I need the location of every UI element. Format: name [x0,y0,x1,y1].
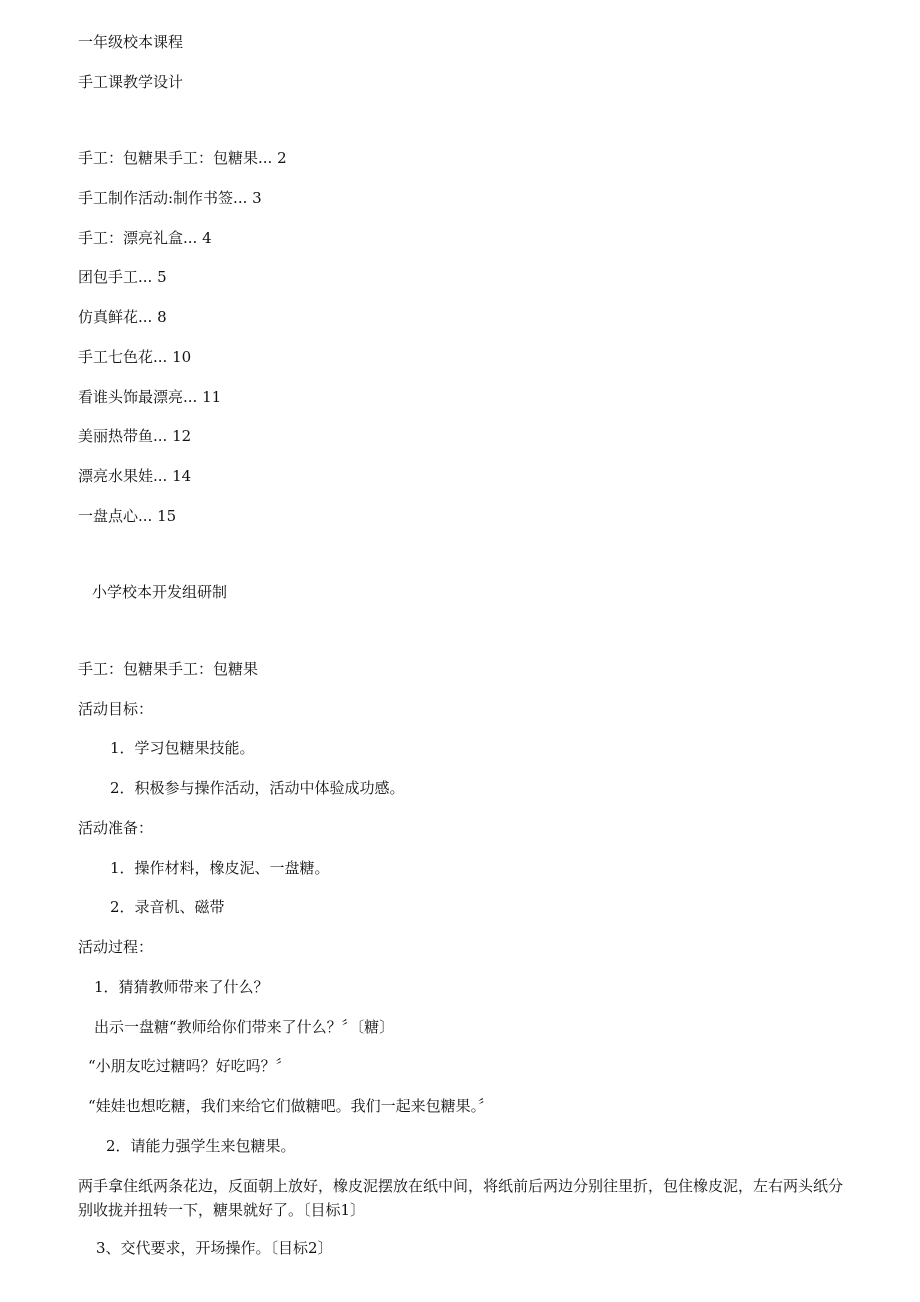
step-1-line: 出示一盘糖“教师给你们带来了什么？〞〔糖〕 [94,1018,395,1036]
toc-item: 手工七色花... 10 [78,348,192,366]
process-heading: 活动过程： [78,938,154,956]
prep-heading: 活动准备： [78,819,154,837]
toc-item: 一盘点心... 15 [78,507,177,525]
step-1-line: “小朋友吃过糖吗？好吃吗？〞 [88,1057,291,1075]
process-step-2: 2．请能力强学生来包糖果。 [106,1137,296,1155]
prep-item: 2．录音机、磁带 [110,898,225,916]
toc-item: 手工：漂亮礼盒... 4 [78,229,212,247]
step-2-instructions: 两手拿住纸两条花边，反面朝上放好，橡皮泥摆放在纸中间，将纸前后两边分别往里折，包住橡皮泥，左右两头纸分别收拢并扭转一下，糖果就好了。〔目标1〕 [78,1177,844,1219]
lesson-title: 手工：包糖果手工：包糖果 [78,660,259,678]
toc-item: 手工制作活动:制作书签... 3 [78,189,262,207]
step-1-line: “娃娃也想吃糖，我们来给它们做糖吧。我们一起来包糖果。〞 [88,1097,494,1115]
toc-item: 美丽热带鱼... 12 [78,427,192,445]
author-credit: 小学校本开发组研制 [92,583,228,601]
process-step-3: 3、交代要求，开场操作。〔目标2〕 [96,1239,333,1257]
course-grade-title: 一年级校本课程 [78,33,184,51]
toc-item: 手工：包糖果手工：包糖果... 2 [78,149,287,167]
course-design-title: 手工课教学设计 [78,73,184,91]
prep-item: 1．操作材料，橡皮泥、一盘糖。 [110,859,330,877]
goals-heading: 活动目标： [78,700,154,718]
process-step-1: 1．猜猜教师带来了什么？ [94,978,269,996]
toc-item: 漂亮水果娃... 14 [78,467,192,485]
goal-item: 2．积极参与操作活动，活动中体验成功感。 [110,779,405,797]
goal-item: 1．学习包糖果技能。 [110,739,255,757]
toc-item: 团包手工... 5 [78,268,167,286]
toc-item: 看谁头饰最漂亮... 11 [78,388,222,406]
toc-item: 仿真鲜花... 8 [78,308,167,326]
